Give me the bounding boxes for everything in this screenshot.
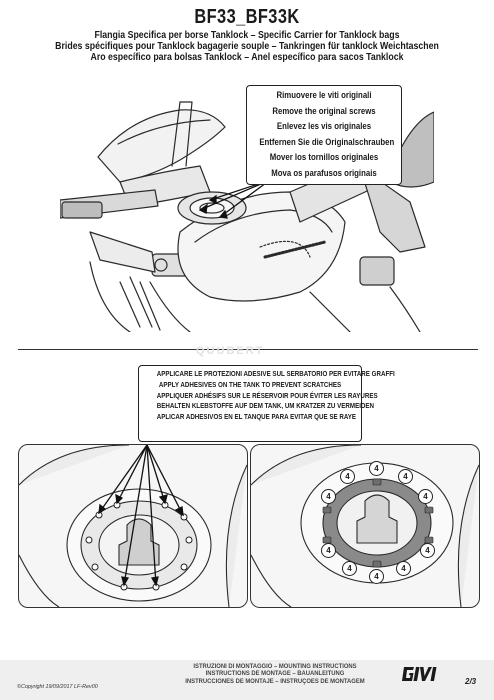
callout-line: BEHALTEN KLEBSTOFFE AUF DEM TANK, UM KRATZER ZU VERMEIDEN bbox=[156, 401, 375, 411]
subtitle-line: Aro específico para bolsas Tanklock – Anel específico para sacos Tanklock bbox=[90, 52, 404, 63]
instructions-line: ISTRUZIONI DI MONTAGGIO – MOUNTING INSTRUCTIONS bbox=[193, 663, 357, 670]
callout-line: APLICAR ADHESIVOS EN EL TANQUE PARA EVITAR QUE SE RAYE bbox=[156, 412, 357, 422]
subtitle-block bbox=[0, 30, 494, 63]
document-header bbox=[0, 0, 494, 63]
callout-line: Mova os parafusos originais bbox=[271, 167, 377, 178]
instructions-label bbox=[150, 663, 400, 685]
callout-line: APPLY ADHESIVES ON THE TANK TO PREVENT SCRATCHES bbox=[158, 379, 342, 389]
adhesive-callout bbox=[138, 365, 395, 442]
tank-ring-drawing bbox=[19, 445, 247, 607]
adhesive-pads-drawing bbox=[251, 445, 479, 607]
document-title: BF33_BF33K bbox=[194, 6, 300, 28]
callout-line: Rimuovere le viti originali bbox=[276, 90, 372, 100]
screw-badge: 4 bbox=[369, 461, 384, 476]
screw-badge: 4 bbox=[369, 569, 384, 584]
callout-line: APPLICARE LE PROTEZIONI ADESIVE SUL SERBATORIO PER EVITARE GRAFFI bbox=[156, 369, 395, 378]
screw-badge: 4 bbox=[398, 469, 413, 484]
remove-screws-callout bbox=[246, 85, 402, 185]
screw-badge: 4 bbox=[342, 561, 357, 576]
callout-line: APPLIQUER ADHÉSIFS SUR LE RÉSERVOIR POUR ÉVITER LES RAYURES bbox=[156, 390, 378, 400]
screw-badge: 4 bbox=[396, 561, 411, 576]
callout-line: Mover los tornillos originales bbox=[269, 152, 379, 162]
callout-line: Entfernen Sie die Originalschrauben bbox=[259, 136, 395, 147]
copyright-text: ©Copyright 19/09/2017 LF-Rev00 bbox=[17, 684, 98, 690]
subtitle-line: Brides spécifiques pour Tanklock bagagerie souple – Tankringen für tanklock Weichtaschen bbox=[55, 41, 439, 52]
instructions-line: INSTRUCCIONES DE MONTAJE – INSTRUÇÕES DE MONTAGEM bbox=[185, 677, 365, 685]
subtitle-line: Flangia Specifica per borse Tanklock – Specific Carrier for Tanklock bags bbox=[94, 30, 400, 41]
tank-detail-left bbox=[18, 444, 248, 608]
watermark: QUUBERT bbox=[196, 345, 265, 357]
screw-badge: 4 bbox=[418, 489, 433, 504]
givi-logo bbox=[400, 664, 440, 684]
instructions-line: INSTRUCTIONS DE MONTAGE – BAUANLEITUNG bbox=[205, 670, 345, 678]
tank-detail-right bbox=[250, 444, 480, 608]
callout-line: Enlevez les vis originales bbox=[276, 121, 372, 131]
screw-badge: 4 bbox=[321, 543, 336, 558]
page-footer bbox=[0, 660, 494, 700]
callout-line: Remove the original screws bbox=[272, 105, 376, 116]
page-number: 2/3 bbox=[465, 677, 477, 686]
screw-badge: 4 bbox=[340, 469, 355, 484]
screw-badge: 4 bbox=[420, 543, 435, 558]
screw-badge: 4 bbox=[321, 489, 336, 504]
